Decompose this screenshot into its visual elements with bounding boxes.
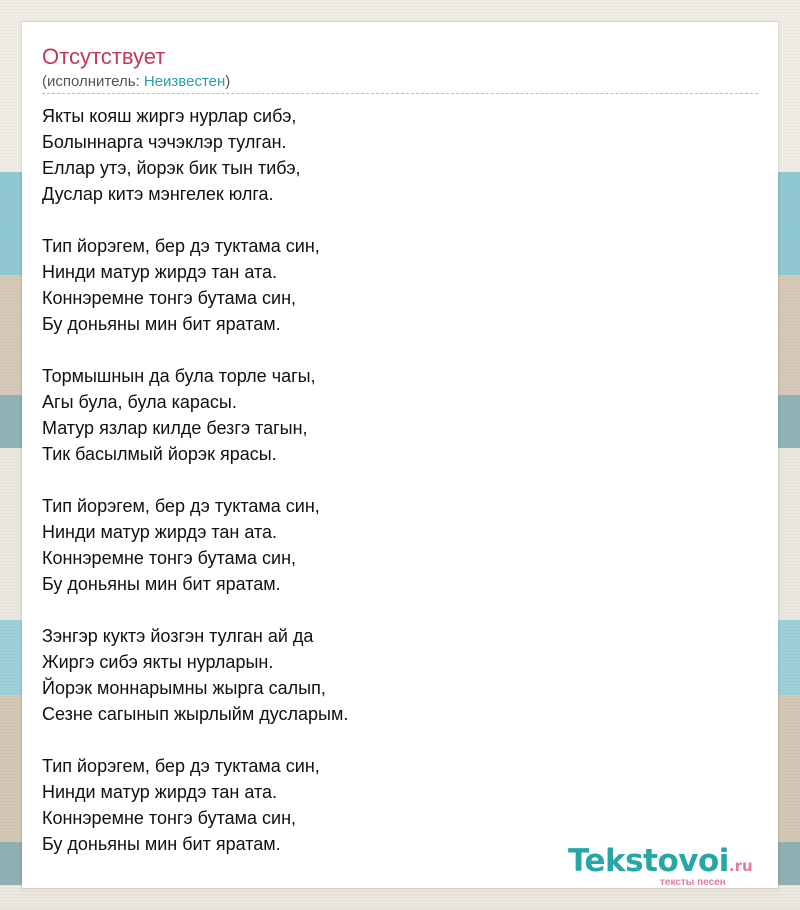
lyric-line: Коннэремне тонгэ бутама син, [42,548,297,568]
site-logo[interactable] [568,843,778,888]
logo-tld: .ru [728,857,753,875]
logo-tagline: тексты песен [660,877,726,888]
lyric-line: Агы була, була карасы. [42,392,237,412]
lyric-line: Якты кояш жиргэ нурлар сибэ, [42,106,297,126]
stanza [42,623,348,727]
lyric-line: Болыннарга чэчэклэр тулган. [42,132,287,152]
lyric-line: Тип йорэгем, бер дэ туктама син, [42,496,320,516]
lyric-line: Жиргэ сибэ якты нурларын. [42,652,274,672]
stanza [42,233,348,337]
lyric-line: Тип йорэгем, бер дэ туктама син, [42,236,320,256]
lyric-line: Бу доньяны мин бит яратам. [42,314,281,334]
logo-name: Tekstovoi [568,843,729,879]
divider [42,93,758,94]
stanza [42,753,348,857]
lyric-line: Дуслар китэ мэнгелек юлга. [42,184,274,204]
lyrics-text [42,103,348,857]
lyric-line: Бу доньяны мин бит яратам. [42,574,281,594]
stanza [42,103,348,207]
artist-prefix: (исполнитель: [42,73,144,90]
stanza [42,363,348,467]
lyric-line: Коннэремне тонгэ бутама син, [42,808,297,828]
lyric-line: Тик басылмый йорэк ярасы. [42,444,277,464]
lyric-line: Нинди матур жирдэ тан ата. [42,782,278,802]
lyric-line: Матур язлар килде безгэ тагын, [42,418,308,438]
lyric-line: Еллар утэ, йорэк бик тын тибэ, [42,158,301,178]
stanza [42,493,348,597]
artist-suffix: ) [225,73,231,90]
lyric-line: Коннэремне тонгэ бутама син, [42,288,297,308]
artist-line [42,72,230,92]
song-title: Отсутствует [42,44,166,69]
lyric-line: Нинди матур жирдэ тан ата. [42,262,278,282]
lyric-line: Бу доньяны мин бит яратам. [42,834,281,854]
lyric-line: Тормышнын да була торле чагы, [42,366,316,386]
lyric-line: Зэнгэр куктэ йозгэн тулган ай да [42,626,314,646]
lyric-line: Тип йорэгем, бер дэ туктама син, [42,756,320,776]
artist-link[interactable]: Неизвестен [143,73,226,90]
lyric-line: Нинди матур жирдэ тан ата. [42,522,278,542]
lyric-line: Йорэк моннарымны жырга салып, [42,678,326,698]
lyrics-card [22,22,778,888]
lyric-line: Сезне сагынып жырлыйм дусларым. [42,704,349,724]
